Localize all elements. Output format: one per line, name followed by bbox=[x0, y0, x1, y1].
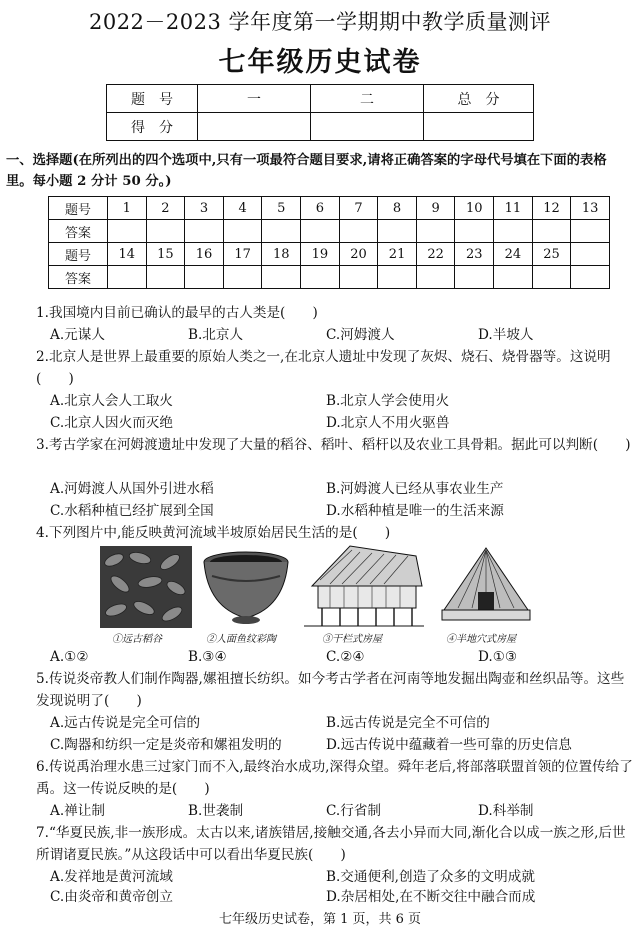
option[interactable]: D.远古传说中蕴藏着一些可靠的历史信息 bbox=[326, 737, 572, 753]
option[interactable]: C.水稻种植已经扩展到全国 bbox=[50, 503, 214, 519]
question-number: 12 bbox=[532, 197, 571, 220]
score-label-score: 得 分 bbox=[107, 113, 198, 141]
semi-pit-house-image bbox=[438, 544, 534, 630]
answer-row-label: 题号 bbox=[49, 243, 108, 266]
question-number: 23 bbox=[455, 243, 494, 266]
score-col-2: 二 bbox=[311, 85, 424, 113]
option[interactable]: B.远古传说是完全不可信的 bbox=[326, 715, 490, 731]
answer-cell[interactable] bbox=[185, 266, 224, 289]
page-footer: 七年级历史试卷，第 1 页，共 6 页 bbox=[218, 912, 422, 927]
question-number: 10 bbox=[455, 197, 494, 220]
question-number: 2 bbox=[146, 197, 185, 220]
section-instructions: 一、选择题(在所列出的四个选项中,只有一项最符合题目要求,请将正确答案的字母代号填在下面的表格里。每小题 2 分计 50 分。) bbox=[6, 153, 607, 189]
question-6: 6.传说禹治理水患三过家门而不入,最终治水成功,深得众望。舜年老后,将部落联盟首领的位置传给了禹。这一传说反映的是( ) bbox=[36, 759, 633, 797]
answer-cell[interactable] bbox=[301, 266, 340, 289]
question-number: 6 bbox=[301, 197, 340, 220]
option[interactable]: B.世袭制 bbox=[188, 803, 244, 819]
answer-cell[interactable] bbox=[571, 220, 610, 243]
option[interactable]: C.北京人因火而灭绝 bbox=[50, 415, 173, 431]
question-number: 3 bbox=[185, 197, 224, 220]
score-label-item: 题 号 bbox=[107, 85, 198, 113]
image-caption: ②人面鱼纹彩陶 bbox=[206, 634, 276, 645]
option[interactable]: D.水稻种植是唯一的生活来源 bbox=[326, 503, 504, 519]
question-number: 24 bbox=[494, 243, 533, 266]
answer-cell[interactable] bbox=[146, 266, 185, 289]
question-number: 13 bbox=[571, 197, 610, 220]
option[interactable]: B.河姆渡人已经从事农业生产 bbox=[326, 481, 504, 497]
question-number: 19 bbox=[301, 243, 340, 266]
answer-cell[interactable] bbox=[494, 266, 533, 289]
answer-cell[interactable] bbox=[223, 220, 262, 243]
question-1: 1.我国境内目前已确认的最早的古人类是( ) bbox=[36, 305, 318, 321]
question-number: 1 bbox=[108, 197, 147, 220]
question-number: 16 bbox=[185, 243, 224, 266]
question-number bbox=[571, 243, 610, 266]
question-number: 20 bbox=[339, 243, 378, 266]
option[interactable]: D.杂居相处,在不断交往中融合而成 bbox=[326, 889, 536, 905]
score-table bbox=[106, 84, 534, 141]
question-number: 17 bbox=[223, 243, 262, 266]
question-number: 8 bbox=[378, 197, 417, 220]
score-cell[interactable] bbox=[311, 113, 424, 141]
question-number: 22 bbox=[416, 243, 455, 266]
image-caption: ①远古稻谷 bbox=[112, 634, 162, 645]
answer-cell[interactable] bbox=[455, 220, 494, 243]
answer-cell[interactable] bbox=[301, 220, 340, 243]
image-caption: ③干栏式房屋 bbox=[322, 634, 382, 645]
answer-cell[interactable] bbox=[455, 266, 494, 289]
rice-grains-image bbox=[100, 546, 192, 628]
exam-title: 七年级历史试卷 bbox=[218, 47, 422, 78]
answer-cell[interactable] bbox=[185, 220, 224, 243]
answer-cell[interactable] bbox=[108, 220, 147, 243]
option[interactable]: A.禅让制 bbox=[50, 803, 105, 819]
question-number: 5 bbox=[262, 197, 301, 220]
exam-header: 2022－2023 学年度第一学期期中教学质量测评 bbox=[88, 10, 552, 34]
answer-cell[interactable] bbox=[108, 266, 147, 289]
answer-cell[interactable] bbox=[494, 220, 533, 243]
answer-row-label: 答案 bbox=[49, 220, 108, 243]
question-number: 21 bbox=[378, 243, 417, 266]
answer-cell[interactable] bbox=[223, 266, 262, 289]
stilt-house-image bbox=[300, 544, 428, 630]
question-3: 3.考古学家在河姆渡遗址中发现了大量的稻谷、稻叶、稻杆以及农业工具骨耜。据此可以判断( ) bbox=[36, 437, 631, 453]
option[interactable]: A.元谋人 bbox=[50, 327, 105, 343]
answer-cell[interactable] bbox=[416, 220, 455, 243]
answer-table bbox=[48, 196, 610, 289]
question-number: 9 bbox=[416, 197, 455, 220]
answer-cell[interactable] bbox=[339, 266, 378, 289]
answer-cell[interactable] bbox=[378, 220, 417, 243]
answer-cell[interactable] bbox=[571, 266, 610, 289]
option[interactable]: D.北京人不用火驱兽 bbox=[326, 415, 450, 431]
answer-cell[interactable] bbox=[339, 220, 378, 243]
option[interactable]: B.交通便利,创造了众多的文明成就 bbox=[326, 869, 535, 885]
answer-cell[interactable] bbox=[532, 220, 571, 243]
option[interactable]: A.河姆渡人从国外引进水稻 bbox=[50, 481, 214, 497]
option[interactable]: C.行省制 bbox=[326, 803, 382, 819]
option[interactable]: C.陶器和纺织一定是炎帝和嫘祖发明的 bbox=[50, 737, 282, 753]
answer-cell[interactable] bbox=[378, 266, 417, 289]
score-cell[interactable] bbox=[198, 113, 311, 141]
question-5: 5.传说炎帝教人们制作陶器,嫘祖擅长纺织。如今考古学者在河南等地发掘出陶壶和丝织品等。这些发现说明了( ) bbox=[36, 671, 625, 709]
score-col-total: 总 分 bbox=[424, 85, 534, 113]
option[interactable]: B.北京人 bbox=[188, 327, 244, 343]
option[interactable]: D.半坡人 bbox=[478, 327, 534, 343]
option[interactable]: D.科举制 bbox=[478, 803, 534, 819]
question-number: 18 bbox=[262, 243, 301, 266]
answer-cell[interactable] bbox=[416, 266, 455, 289]
question-4: 4.下列图片中,能反映黄河流域半坡原始居民生活的是( ) bbox=[36, 525, 391, 541]
question-number: 11 bbox=[494, 197, 533, 220]
option[interactable]: A.北京人会人工取火 bbox=[50, 393, 173, 409]
option[interactable]: A.①② bbox=[50, 649, 89, 665]
answer-cell[interactable] bbox=[532, 266, 571, 289]
option[interactable]: A.发祥地是黄河流域 bbox=[50, 869, 173, 885]
answer-cell[interactable] bbox=[262, 266, 301, 289]
answer-cell[interactable] bbox=[146, 220, 185, 243]
question-number: 14 bbox=[108, 243, 147, 266]
question-number: 7 bbox=[339, 197, 378, 220]
option[interactable]: D.①③ bbox=[478, 649, 518, 665]
question-number: 4 bbox=[223, 197, 262, 220]
question-number: 25 bbox=[532, 243, 571, 266]
question-2: 2.北京人是世界上最重要的原始人类之一,在北京人遗址中发现了灰烬、烧石、烧骨器等。这说明( ) bbox=[36, 349, 611, 387]
option[interactable]: B.北京人学会使用火 bbox=[326, 393, 450, 409]
image-caption: ④半地穴式房屋 bbox=[446, 634, 516, 645]
answer-cell[interactable] bbox=[262, 220, 301, 243]
option[interactable]: C.②④ bbox=[326, 649, 365, 665]
option[interactable]: C.河姆渡人 bbox=[326, 327, 395, 343]
option[interactable]: C.由炎帝和黄帝创立 bbox=[50, 889, 173, 905]
question-number: 15 bbox=[146, 243, 185, 266]
score-col-1: 一 bbox=[198, 85, 311, 113]
answer-row-label: 答案 bbox=[49, 266, 108, 289]
option[interactable]: B.③④ bbox=[188, 649, 227, 665]
question-7: 7.“华夏民族,非一族形成。太古以来,诸族错居,接触交通,各去小异而大同,渐化合以成一族之形,后世所谓诸夏民族。”从这段话中可以看出华夏民族( ) bbox=[36, 825, 626, 863]
painted-pottery-image bbox=[198, 546, 294, 628]
option[interactable]: A.远古传说是完全可信的 bbox=[50, 715, 201, 731]
answer-row-label: 题号 bbox=[49, 197, 108, 220]
score-cell[interactable] bbox=[424, 113, 534, 141]
